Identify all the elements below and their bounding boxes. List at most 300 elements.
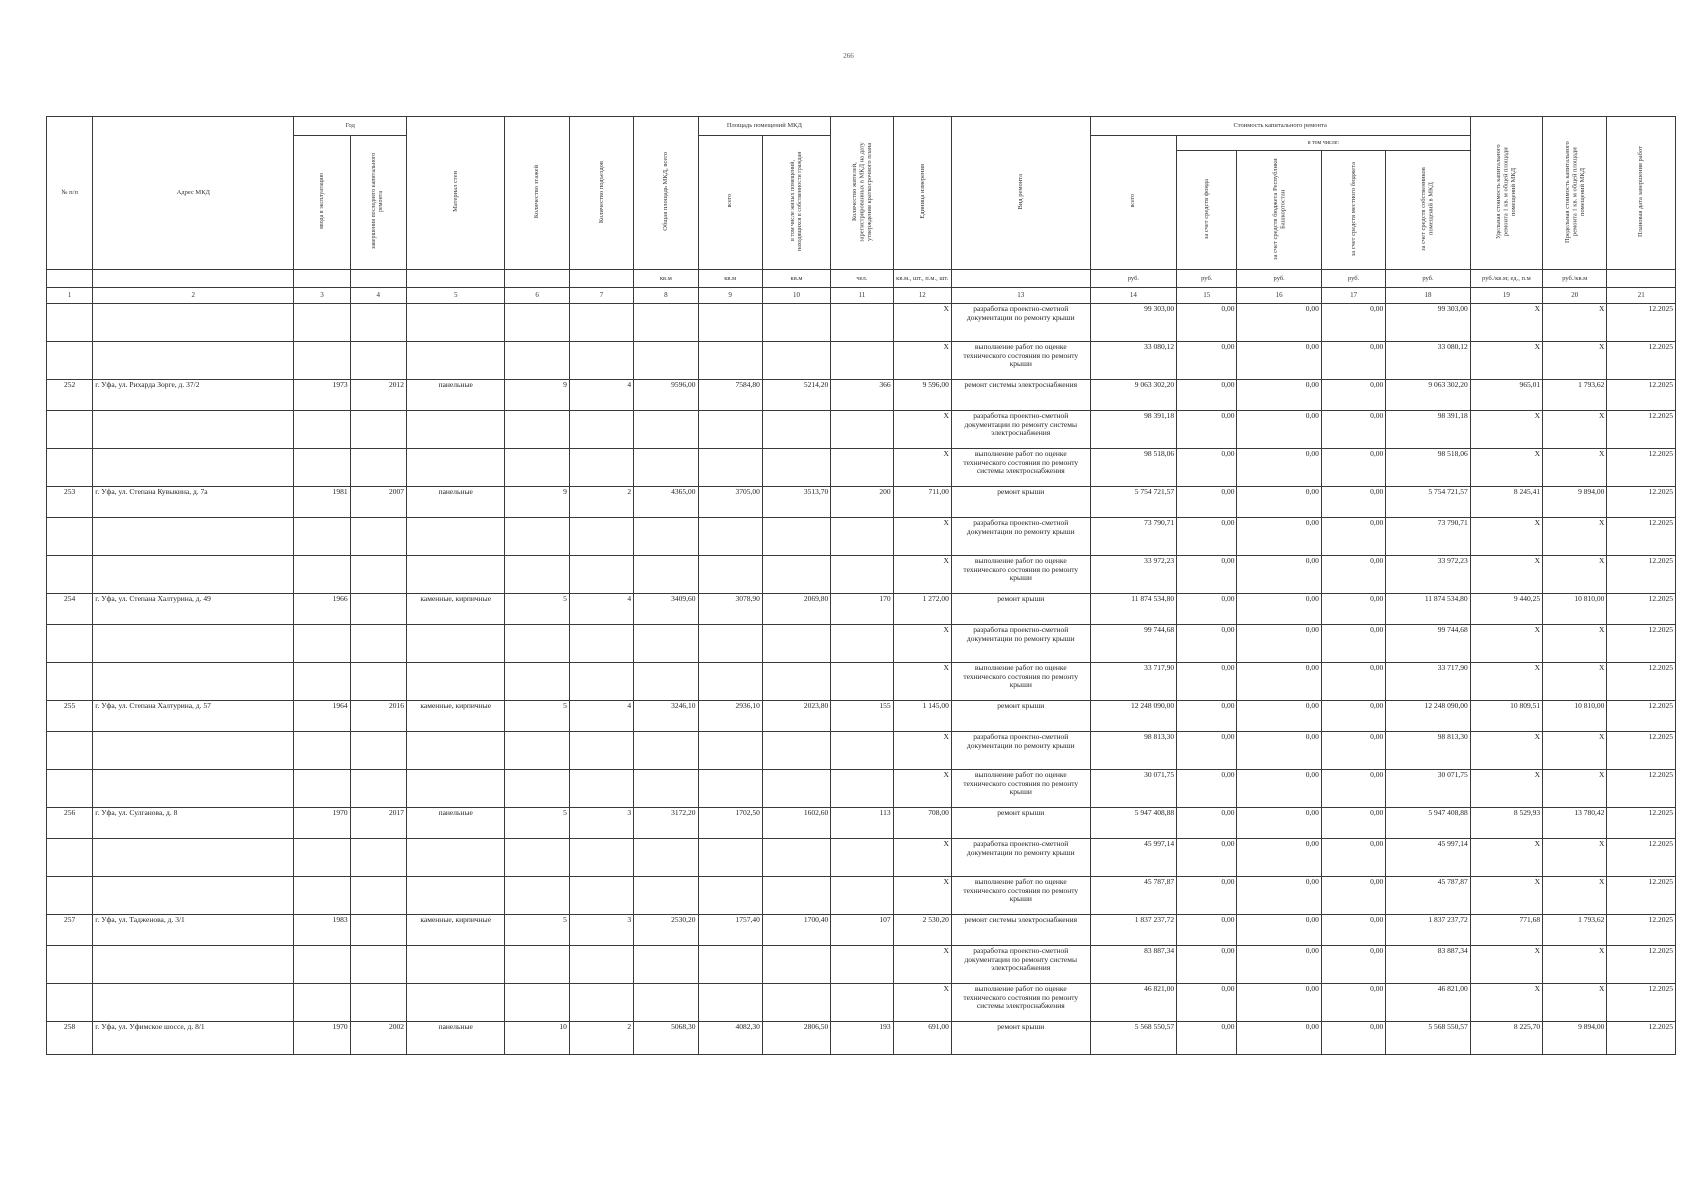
cell-area-residential: 2069,80 <box>762 594 830 625</box>
cell-area-total <box>698 304 762 342</box>
cell-cost-local: 0,00 <box>1321 732 1385 770</box>
cell-limit-cost: 13 780,42 <box>1543 808 1607 839</box>
cell-cost-republic: 0,00 <box>1237 1022 1321 1055</box>
table-row <box>47 839 1676 877</box>
cell-end-date: 12.2025 <box>1607 915 1676 946</box>
cell-commission-year <box>294 556 350 594</box>
cell-end-date: 12.2025 <box>1607 839 1676 877</box>
cell-last-repair-year <box>350 556 406 594</box>
column-number: 17 <box>1321 288 1385 304</box>
cell-unit: 1 272,00 <box>893 594 951 625</box>
column-number: 14 <box>1090 288 1176 304</box>
table-body <box>47 304 1676 1055</box>
cell-unit: X <box>893 839 951 877</box>
cell-cost-total: 98 518,06 <box>1090 449 1176 487</box>
cell-cost-fund: 0,00 <box>1177 380 1237 411</box>
cell-cost-local: 0,00 <box>1321 877 1385 915</box>
cell-residents <box>831 663 893 701</box>
table-row <box>47 770 1676 808</box>
cell-unit: 708,00 <box>893 808 951 839</box>
cell-total-area: 9596,00 <box>634 380 698 411</box>
cell-residents <box>831 449 893 487</box>
unit-cell: руб./кв.м; ед., п.м <box>1470 270 1542 288</box>
cell-total-area: 3172,20 <box>634 808 698 839</box>
cell-last-repair-year <box>350 839 406 877</box>
cell-repair-type: разработка проектно-сметной документации по ремонту системы электроснабжения <box>951 411 1090 449</box>
cell-cost-total: 45 997,14 <box>1090 839 1176 877</box>
header-including: в том числе: <box>1177 136 1471 151</box>
table-row <box>47 946 1676 984</box>
cell-unit: X <box>893 984 951 1022</box>
cell-address <box>93 556 294 594</box>
cell-wall-material: каменные, кирпичные <box>406 701 505 732</box>
cell-total-area <box>634 984 698 1022</box>
cell-residents: 170 <box>831 594 893 625</box>
cell-cost-local: 0,00 <box>1321 1022 1385 1055</box>
header-total-area: Общая площадь МКД, всего <box>634 117 698 270</box>
header-cost-group: Стоимость капитального ремонта <box>1090 117 1470 136</box>
cell-cost-total: 1 837 237,72 <box>1090 915 1176 946</box>
cell-row-number <box>47 304 93 342</box>
cell-cost-owners: 33 080,12 <box>1386 342 1470 380</box>
cell-floors: 5 <box>505 701 569 732</box>
cell-floors <box>505 663 569 701</box>
cell-commission-year <box>294 770 350 808</box>
cell-wall-material: панельные <box>406 1022 505 1055</box>
header-area-residential: в том числе жилых помещений, находящихся в собственности граждан <box>762 136 830 270</box>
unit-cell <box>1607 270 1676 288</box>
column-number: 6 <box>505 288 569 304</box>
cell-cost-owners: 5 568 550,57 <box>1386 1022 1470 1055</box>
cell-area-total <box>698 839 762 877</box>
cell-residents: 155 <box>831 701 893 732</box>
cell-repair-type: выполнение работ по оценке технического состояния по ремонту крыши <box>951 663 1090 701</box>
cell-repair-type: разработка проектно-сметной документации по ремонту крыши <box>951 304 1090 342</box>
cell-cost-local: 0,00 <box>1321 915 1385 946</box>
table-row <box>47 808 1676 839</box>
header-residents: Количество жителей, зарегистрированных в МКД на дату утверждения краткосрочного плана <box>831 117 893 270</box>
cell-area-residential <box>762 663 830 701</box>
cell-repair-type: разработка проектно-сметной документации по ремонту крыши <box>951 625 1090 663</box>
cell-cost-total: 45 787,87 <box>1090 877 1176 915</box>
cell-address <box>93 342 294 380</box>
cell-wall-material <box>406 663 505 701</box>
cell-cost-fund: 0,00 <box>1177 839 1237 877</box>
cell-last-repair-year <box>350 449 406 487</box>
unit-cell <box>951 270 1090 288</box>
table-row <box>47 449 1676 487</box>
cell-floors: 5 <box>505 594 569 625</box>
unit-cell: кв.м., шт., п.м., шт. <box>893 270 951 288</box>
cell-repair-type: выполнение работ по оценке технического состояния по ремонту системы электроснабжения <box>951 449 1090 487</box>
table-row <box>47 518 1676 556</box>
cell-limit-cost: X <box>1543 304 1607 342</box>
cell-unit-cost: X <box>1470 625 1542 663</box>
cell-entrances <box>569 984 633 1022</box>
cell-row-number <box>47 556 93 594</box>
cell-cost-local: 0,00 <box>1321 556 1385 594</box>
cell-repair-type: разработка проектно-сметной документации по ремонту крыши <box>951 839 1090 877</box>
cell-area-residential <box>762 411 830 449</box>
cell-cost-fund: 0,00 <box>1177 518 1237 556</box>
cell-entrances <box>569 877 633 915</box>
cell-commission-year: 1970 <box>294 808 350 839</box>
cell-row-number <box>47 984 93 1022</box>
cell-area-residential <box>762 304 830 342</box>
cell-unit: X <box>893 732 951 770</box>
cell-commission-year <box>294 877 350 915</box>
cell-area-residential: 3513,70 <box>762 487 830 518</box>
column-numbers-row <box>47 288 1676 304</box>
cell-residents: 107 <box>831 915 893 946</box>
cell-cost-owners: 98 518,06 <box>1386 449 1470 487</box>
cell-end-date: 12.2025 <box>1607 411 1676 449</box>
cell-floors <box>505 770 569 808</box>
cell-limit-cost: X <box>1543 770 1607 808</box>
cell-area-total <box>698 984 762 1022</box>
cell-cost-owners: 33 717,90 <box>1386 663 1470 701</box>
cell-cost-owners: 5 754 721,57 <box>1386 487 1470 518</box>
cell-last-repair-year <box>350 518 406 556</box>
header-local-budget: за счет средств местного бюджета <box>1321 151 1385 270</box>
cell-cost-fund: 0,00 <box>1177 411 1237 449</box>
unit-cell <box>569 270 633 288</box>
header-number: № п/п <box>47 117 93 270</box>
cell-last-repair-year <box>350 342 406 380</box>
cell-unit-cost: 8 225,70 <box>1470 1022 1542 1055</box>
cell-unit-cost: X <box>1470 946 1542 984</box>
header-year-group: Год <box>294 117 407 136</box>
cell-cost-republic: 0,00 <box>1237 984 1321 1022</box>
cell-entrances <box>569 732 633 770</box>
cell-cost-total: 73 790,71 <box>1090 518 1176 556</box>
cell-residents <box>831 518 893 556</box>
cell-cost-republic: 0,00 <box>1237 663 1321 701</box>
cell-repair-type: ремонт системы электроснабжения <box>951 915 1090 946</box>
cell-repair-type: ремонт крыши <box>951 594 1090 625</box>
cell-cost-local: 0,00 <box>1321 304 1385 342</box>
cell-address <box>93 518 294 556</box>
cell-cost-republic: 0,00 <box>1237 877 1321 915</box>
cell-area-residential <box>762 556 830 594</box>
cell-total-area: 3409,60 <box>634 594 698 625</box>
cell-unit: X <box>893 877 951 915</box>
cell-cost-fund: 0,00 <box>1177 915 1237 946</box>
cell-cost-republic: 0,00 <box>1237 770 1321 808</box>
cell-address: г. Уфа, ул. Сулганова, д. 8 <box>93 808 294 839</box>
cell-residents <box>831 342 893 380</box>
cell-total-area <box>634 411 698 449</box>
cell-entrances <box>569 946 633 984</box>
cell-floors <box>505 411 569 449</box>
cell-cost-fund: 0,00 <box>1177 770 1237 808</box>
cell-cost-total: 33 717,90 <box>1090 663 1176 701</box>
cell-wall-material: каменные, кирпичные <box>406 594 505 625</box>
cell-commission-year <box>294 946 350 984</box>
cell-commission-year: 1983 <box>294 915 350 946</box>
cell-cost-local: 0,00 <box>1321 839 1385 877</box>
cell-address <box>93 732 294 770</box>
unit-cell: руб. <box>1321 270 1385 288</box>
cell-cost-total: 33 080,12 <box>1090 342 1176 380</box>
cell-end-date: 12.2025 <box>1607 808 1676 839</box>
cell-area-total <box>698 449 762 487</box>
cell-limit-cost: 9 894,00 <box>1543 1022 1607 1055</box>
table-row <box>47 915 1676 946</box>
cell-cost-owners: 46 821,00 <box>1386 984 1470 1022</box>
cell-area-total: 3078,90 <box>698 594 762 625</box>
cell-cost-total: 5 754 721,57 <box>1090 487 1176 518</box>
table-row <box>47 594 1676 625</box>
cell-floors: 9 <box>505 487 569 518</box>
cell-limit-cost: X <box>1543 518 1607 556</box>
column-number: 4 <box>350 288 406 304</box>
cell-address <box>93 839 294 877</box>
cell-commission-year: 1981 <box>294 487 350 518</box>
cell-cost-total: 99 744,68 <box>1090 625 1176 663</box>
cell-wall-material: каменные, кирпичные <box>406 915 505 946</box>
cell-unit: X <box>893 411 951 449</box>
table-row <box>47 304 1676 342</box>
cell-repair-type: ремонт крыши <box>951 808 1090 839</box>
cell-row-number <box>47 732 93 770</box>
cell-entrances: 3 <box>569 915 633 946</box>
cell-limit-cost: X <box>1543 984 1607 1022</box>
cell-cost-local: 0,00 <box>1321 518 1385 556</box>
units-row <box>47 270 1676 288</box>
cell-unit: X <box>893 449 951 487</box>
unit-cell: кв.м <box>634 270 698 288</box>
cell-cost-local: 0,00 <box>1321 487 1385 518</box>
cell-last-repair-year <box>350 946 406 984</box>
cell-address <box>93 411 294 449</box>
cell-address <box>93 663 294 701</box>
cell-entrances: 3 <box>569 808 633 839</box>
cell-total-area <box>634 449 698 487</box>
table-row <box>47 625 1676 663</box>
cell-commission-year <box>294 342 350 380</box>
cell-cost-fund: 0,00 <box>1177 808 1237 839</box>
cell-entrances: 2 <box>569 1022 633 1055</box>
cell-commission-year <box>294 732 350 770</box>
cell-limit-cost: X <box>1543 877 1607 915</box>
cell-repair-type: разработка проектно-сметной документации по ремонту системы электроснабжения <box>951 946 1090 984</box>
cell-floors <box>505 342 569 380</box>
cell-end-date: 12.2025 <box>1607 518 1676 556</box>
cell-end-date: 12.2025 <box>1607 487 1676 518</box>
cell-entrances <box>569 342 633 380</box>
column-number: 16 <box>1237 288 1321 304</box>
column-number: 11 <box>831 288 893 304</box>
cell-cost-local: 0,00 <box>1321 449 1385 487</box>
cell-last-repair-year: 2012 <box>350 380 406 411</box>
cell-floors <box>505 625 569 663</box>
header-address: Адрес МКД <box>93 117 294 270</box>
column-number: 10 <box>762 288 830 304</box>
cell-area-total: 7584,80 <box>698 380 762 411</box>
cell-cost-local: 0,00 <box>1321 380 1385 411</box>
cell-wall-material <box>406 556 505 594</box>
cell-area-total <box>698 877 762 915</box>
cell-unit: 9 596,00 <box>893 380 951 411</box>
cell-area-total <box>698 770 762 808</box>
column-number: 2 <box>93 288 294 304</box>
cell-last-repair-year: 2007 <box>350 487 406 518</box>
header-repair-type: Вид ремонта <box>951 117 1090 270</box>
cell-address: г. Уфа, ул. Уфимское шоссе, д. 8/1 <box>93 1022 294 1055</box>
capital-repair-table <box>46 116 1676 1055</box>
cell-total-area <box>634 556 698 594</box>
cell-cost-owners: 99 744,68 <box>1386 625 1470 663</box>
cell-residents: 200 <box>831 487 893 518</box>
cell-residents <box>831 946 893 984</box>
cell-entrances <box>569 839 633 877</box>
cell-repair-type: ремонт крыши <box>951 1022 1090 1055</box>
cell-cost-fund: 0,00 <box>1177 556 1237 594</box>
cell-area-residential <box>762 449 830 487</box>
cell-cost-republic: 0,00 <box>1237 839 1321 877</box>
cell-limit-cost: X <box>1543 839 1607 877</box>
cell-cost-local: 0,00 <box>1321 594 1385 625</box>
cell-unit: 711,00 <box>893 487 951 518</box>
cell-cost-local: 0,00 <box>1321 625 1385 663</box>
cell-row-number <box>47 625 93 663</box>
cell-cost-fund: 0,00 <box>1177 625 1237 663</box>
cell-total-area <box>634 663 698 701</box>
cell-wall-material: панельные <box>406 380 505 411</box>
column-number: 20 <box>1543 288 1607 304</box>
cell-unit-cost: 9 440,25 <box>1470 594 1542 625</box>
cell-residents <box>831 411 893 449</box>
cell-cost-local: 0,00 <box>1321 342 1385 380</box>
cell-residents <box>831 839 893 877</box>
unit-cell: руб. <box>1177 270 1237 288</box>
cell-address: г. Уфа, ул. Тадженова, д. 3/1 <box>93 915 294 946</box>
cell-unit: X <box>893 946 951 984</box>
cell-address <box>93 946 294 984</box>
cell-address <box>93 449 294 487</box>
cell-cost-total: 12 248 090,00 <box>1090 701 1176 732</box>
header-owners: за счет средств собственников помещений в МКД <box>1386 151 1470 270</box>
cell-wall-material: панельные <box>406 487 505 518</box>
cell-end-date: 12.2025 <box>1607 946 1676 984</box>
table-row <box>47 556 1676 594</box>
cell-cost-republic: 0,00 <box>1237 946 1321 984</box>
cell-commission-year <box>294 411 350 449</box>
header-unit: Единица измерения <box>893 117 951 270</box>
cell-cost-total: 99 303,00 <box>1090 304 1176 342</box>
cell-end-date: 12.2025 <box>1607 770 1676 808</box>
cell-cost-republic: 0,00 <box>1237 701 1321 732</box>
cell-limit-cost: 9 894,00 <box>1543 487 1607 518</box>
cell-area-residential <box>762 770 830 808</box>
cell-cost-republic: 0,00 <box>1237 625 1321 663</box>
cell-end-date: 12.2025 <box>1607 625 1676 663</box>
cell-unit: X <box>893 304 951 342</box>
cell-cost-fund: 0,00 <box>1177 594 1237 625</box>
cell-repair-type: выполнение работ по оценке технического состояния по ремонту крыши <box>951 556 1090 594</box>
cell-unit-cost: X <box>1470 518 1542 556</box>
cell-unit-cost: X <box>1470 411 1542 449</box>
cell-area-residential <box>762 518 830 556</box>
cell-row-number: 258 <box>47 1022 93 1055</box>
cell-repair-type: ремонт крыши <box>951 487 1090 518</box>
cell-entrances: 4 <box>569 701 633 732</box>
cell-area-total <box>698 518 762 556</box>
cell-cost-owners: 99 303,00 <box>1386 304 1470 342</box>
cell-address: г. Уфа, ул. Рихарда Зорге, д. 37/2 <box>93 380 294 411</box>
cell-total-area <box>634 625 698 663</box>
cell-cost-republic: 0,00 <box>1237 915 1321 946</box>
cell-cost-fund: 0,00 <box>1177 877 1237 915</box>
cell-floors: 10 <box>505 1022 569 1055</box>
cell-repair-type: выполнение работ по оценке технического состояния по ремонту крыши <box>951 877 1090 915</box>
cell-last-repair-year <box>350 984 406 1022</box>
header-floors: Количество этажей <box>505 117 569 270</box>
cell-unit-cost: X <box>1470 770 1542 808</box>
cell-limit-cost: X <box>1543 625 1607 663</box>
cell-total-area <box>634 770 698 808</box>
cell-row-number <box>47 411 93 449</box>
cell-limit-cost: 10 810,00 <box>1543 594 1607 625</box>
cell-cost-owners: 83 887,34 <box>1386 946 1470 984</box>
cell-unit-cost: 8 245,41 <box>1470 487 1542 518</box>
cell-cost-republic: 0,00 <box>1237 342 1321 380</box>
cell-floors <box>505 304 569 342</box>
cell-cost-republic: 0,00 <box>1237 556 1321 594</box>
cell-commission-year <box>294 449 350 487</box>
unit-cell: руб. <box>1386 270 1470 288</box>
header-cost-total: всего <box>1090 136 1176 270</box>
column-number: 19 <box>1470 288 1542 304</box>
cell-floors <box>505 518 569 556</box>
cell-floors <box>505 732 569 770</box>
cell-entrances <box>569 518 633 556</box>
unit-cell: кв.м <box>698 270 762 288</box>
header-entrances: Количество подъездов <box>569 117 633 270</box>
table-row <box>47 984 1676 1022</box>
cell-cost-local: 0,00 <box>1321 808 1385 839</box>
column-number: 18 <box>1386 288 1470 304</box>
table-row <box>47 1022 1676 1055</box>
table-row <box>47 732 1676 770</box>
cell-wall-material <box>406 877 505 915</box>
cell-last-repair-year <box>350 411 406 449</box>
column-number: 1 <box>47 288 93 304</box>
cell-total-area <box>634 877 698 915</box>
column-number: 3 <box>294 288 350 304</box>
cell-last-repair-year <box>350 304 406 342</box>
cell-wall-material <box>406 625 505 663</box>
cell-total-area: 5068,30 <box>634 1022 698 1055</box>
cell-cost-owners: 33 972,23 <box>1386 556 1470 594</box>
cell-commission-year <box>294 839 350 877</box>
cell-wall-material <box>406 449 505 487</box>
table-row <box>47 701 1676 732</box>
cell-wall-material <box>406 518 505 556</box>
cell-entrances <box>569 556 633 594</box>
column-number: 9 <box>698 288 762 304</box>
cell-entrances: 4 <box>569 380 633 411</box>
cell-cost-owners: 73 790,71 <box>1386 518 1470 556</box>
cell-residents <box>831 304 893 342</box>
cell-cost-owners: 98 391,18 <box>1386 411 1470 449</box>
cell-floors <box>505 877 569 915</box>
cell-limit-cost: 1 793,62 <box>1543 915 1607 946</box>
cell-address: г. Уфа, ул. Степана Кувыкина, д. 7а <box>93 487 294 518</box>
cell-total-area <box>634 304 698 342</box>
cell-row-number: 254 <box>47 594 93 625</box>
